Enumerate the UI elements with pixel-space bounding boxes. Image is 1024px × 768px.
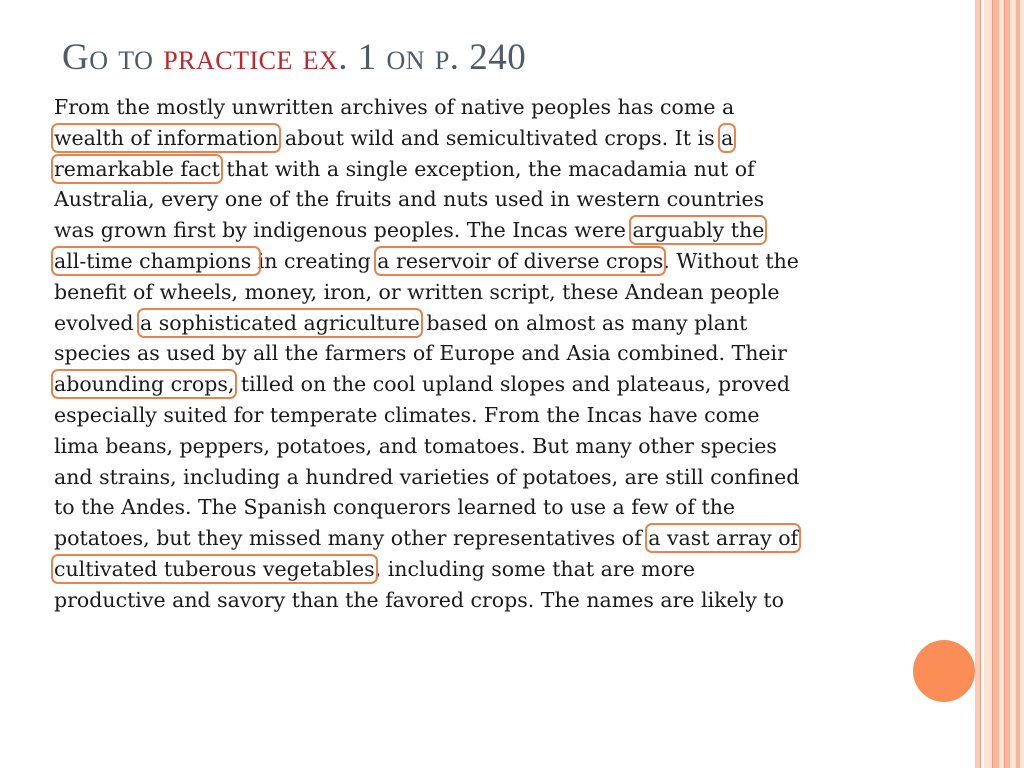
highlighted-phrase: abounding crops,	[54, 372, 235, 397]
highlighted-phrase: a sophisticated agriculture	[139, 310, 420, 335]
highlighted-phrase: remarkable fact	[54, 156, 220, 181]
passage-text-segment: potatoes, but they missed many other representatives of	[54, 526, 649, 551]
passage-text-segment: especially suited for temperate climates. From the Incas have come	[54, 402, 760, 427]
passage-line	[54, 462, 924, 493]
passage-line	[54, 215, 924, 246]
decorative-stripe	[1016, 0, 1020, 768]
passage-line	[54, 246, 924, 277]
passage-line	[54, 492, 924, 523]
passage-text-segment: and strains, including a hundred varieties of potatoes, are still confined	[54, 464, 800, 489]
decorative-stripe	[1005, 0, 1010, 768]
passage-text-segment: Australia, every one of the fruits and nuts used in western countries	[54, 187, 765, 212]
slide-title	[62, 36, 526, 79]
passage-text-segment: tilled on the cool upland slopes and plateaus, proved	[234, 372, 791, 397]
highlighted-phrase: a vast array of	[648, 526, 799, 551]
highlighted-phrase: a	[721, 125, 734, 150]
passage-line	[54, 92, 924, 123]
passage-line	[54, 554, 924, 585]
passage-line	[54, 369, 924, 400]
decorative-line	[992, 0, 993, 768]
passage-line	[54, 523, 924, 554]
passage-text-segment: to the Andes. The Spanish conquerors learned to use a few of the	[54, 495, 736, 520]
passage-line	[54, 308, 924, 339]
title-highlight: practice ex	[163, 37, 339, 78]
decorative-circle	[913, 640, 975, 702]
decorative-line	[980, 0, 981, 768]
highlighted-phrase: arguably the	[632, 218, 765, 243]
passage-line	[54, 123, 924, 154]
passage-text	[54, 92, 924, 616]
passage-text-segment: about wild and semicultivated crops. It is	[278, 125, 722, 150]
highlighted-phrase: all-time champions	[54, 248, 258, 273]
passage-line	[54, 338, 924, 369]
passage-line	[54, 184, 924, 215]
title-prefix: Go to	[62, 37, 164, 78]
highlighted-phrase: cultivated tuberous vegetables	[54, 556, 375, 581]
passage-text-segment: productive and savory than the favored crops. The names are likely to	[54, 587, 784, 612]
passage-line	[54, 400, 924, 431]
passage-text-segment: From the mostly unwritten archives of native peoples has come a	[54, 95, 735, 119]
passage-line	[54, 277, 924, 308]
highlighted-phrase: wealth of information	[54, 125, 279, 150]
passage-text-segment: based on almost as many plant	[419, 310, 748, 335]
passage-text-segment: in creating	[257, 248, 378, 273]
passage-text-segment: benefit of wheels, money, iron, or written script, these Andean people	[54, 279, 780, 304]
highlighted-phrase: a reservoir of diverse crops	[377, 248, 664, 273]
passage-line	[54, 585, 924, 616]
decorative-stripe	[993, 0, 999, 768]
passage-text-segment: lima beans, peppers, potatoes, and tomatoes. But many other species	[54, 433, 777, 458]
passage-text-segment: that with a single exception, the macadamia nut of	[219, 156, 755, 181]
passage-line	[54, 154, 924, 185]
passage-text-segment: , including some that are more	[374, 556, 695, 581]
title-suffix: . 1 on p. 240	[338, 37, 527, 78]
passage-text-segment: evolved	[54, 310, 140, 335]
passage-text-segment: species as used by all the farmers of Europe and Asia combined. Their	[54, 341, 787, 366]
passage-text-segment: was grown first by indigenous peoples. The Incas were	[54, 218, 633, 243]
passage-text-segment: . Without the	[663, 248, 799, 273]
decorative-line	[1004, 0, 1005, 768]
passage-line	[54, 431, 924, 462]
